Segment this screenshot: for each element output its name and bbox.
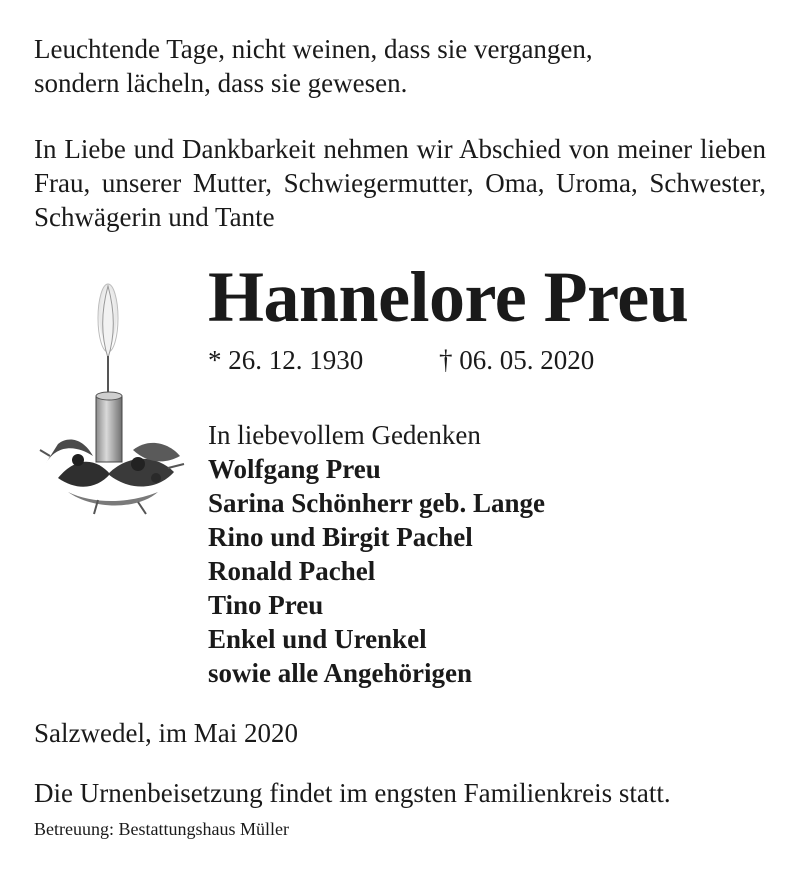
mourner-name: Tino Preu [208, 590, 324, 620]
funeral-note: Die Urnenbeisetzung findet im engsten Familienkreis statt. [34, 778, 671, 808]
death-date: † 06. 05. 2020 [439, 345, 595, 375]
quote-line-1: Leuchtende Tage, nicht weinen, dass sie vergangen, [34, 34, 593, 64]
quote-line-2: sondern lächeln, dass sie gewesen. [34, 68, 408, 98]
mourner-name: Ronald Pachel [208, 556, 376, 586]
deceased-name: Hannelore Preu [208, 257, 689, 337]
place-date: Salzwedel, im Mai 2020 [34, 718, 298, 748]
mourners-list [208, 418, 545, 690]
mourner-name: Enkel und Urenkel [208, 624, 427, 654]
birth-date: * 26. 12. 1930 [208, 345, 364, 375]
undertaker-credit: Betreuung: Bestattungshaus Müller [34, 819, 289, 839]
mourner-name: Wolfgang Preu [208, 454, 381, 484]
candle-icon [38, 278, 188, 518]
farewell-text: In Liebe und Dankbarkeit nehmen wir Abschied von meiner lieben Frau, unserer Mutter, Schwiegermutter, Oma, Uroma, Schwester, Schwägerin und Tante [34, 134, 766, 232]
mourner-name: Rino und Birgit Pachel [208, 522, 473, 552]
mourners-intro: In liebevollem Gedenken [208, 420, 481, 450]
mourner-name: Sarina Schönherr geb. Lange [208, 488, 546, 518]
mourner-name: sowie alle Angehörigen [208, 658, 472, 688]
